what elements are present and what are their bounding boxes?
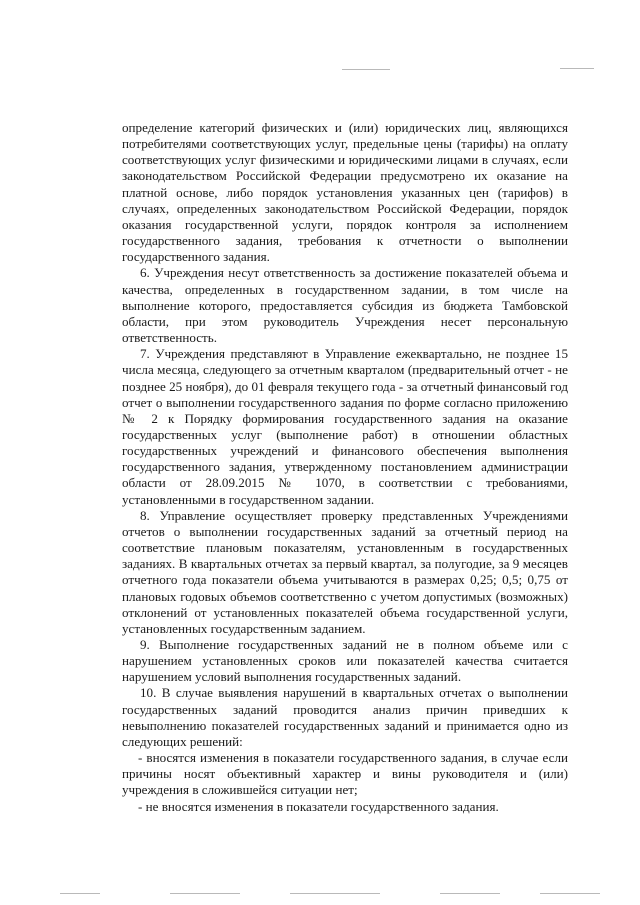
paragraph-10: 10. В случае выявления нарушений в квартальных отчетах о выполнении государственных заданий проводится анализ причин приведших к невыполнению показателей государственных заданий и принимается одно из следующих решений: [122,685,568,749]
bullet-item-2: - не вносятся изменения в показатели государственного задания. [138,798,499,814]
scan-artifact-bottom-1 [60,893,100,894]
bullet-item-1: - вносятся изменения в показатели государственного задания, в случае если причины носят объективный характер и вины руководителя и (или) учреждения в сложившейся ситуации нет; [122,750,568,798]
paragraph-8: 8. Управление осуществляет проверку представленных Учреждениями отчетов о выполнении государственных заданий за отчетный период на соответствие плановым показателям, установленным в государственных заданиях. В квартальных отчетах за первый квартал, за полугодие, за 9 месяцев отчетного года показатели объема учитываются в размерах 0,25; 0,5; 0,75 от плановых годовых объемов соответственно с учетом допустимых (возможных) отклонений от установленных показателей объема государственной услуги, установленных государственным заданием. [122,507,568,636]
paragraph-6: 6. Учреждения несут ответственность за достижение показателей объема и качества, определенных в государственном задании, в том числе на выполнение которого, предоставляется субсидия из бюджета Тамбовской области, при этом руководитель Учреждения несет персональную ответственность. [122,265,568,346]
scan-artifact-top-right [560,68,594,69]
scan-artifact-bottom-2 [170,893,240,894]
scan-artifact-bottom-4 [440,893,500,894]
paragraph-9: 9. Выполнение государственных заданий не в полном объеме или с нарушением установленных сроков или показателей качества считается нарушением условий выполнения государственных заданий. [122,637,568,685]
paragraph-7: 7. Учреждения представляют в Управление ежеквартально, не позднее 15 числа месяца, следующего за отчетным кварталом (предварительный отчет - не позднее 25 ноября), до 01 февраля текущего года - за отчетный финансовый год отчет о выполнении государственного задания по форме согласно приложению № 2 к Порядку формирования государственного задания на оказание государственных услуг (выполнение работ) в отношении областных государственных учреждений и финансового обеспечения выполнения государственного задания, утвержденному постановлением администрации области от 28.09.2015 № 1070, в соответствии с требованиями, установленными в государственном задании. [122,346,568,507]
paragraph-continuation: определение категорий физических и (или) юридических лиц, являющихся потребителями соответствующих услуг, предельные цены (тарифы) на оплату соответствующих услуг физическими и юридическими лицами в случаях, если законодательством Российской Федерации предусмотрено их оказание на платной основе, либо порядок установления указанных цен (тарифов) в случаях, определенных законодательством Российской Федерации, порядок оказания государственной услуги, порядок контроля за исполнением государственного задания, требования к отчетности о выполнении государственного задания. [122,120,568,265]
scan-artifact-bottom-3 [290,893,380,894]
scan-artifact-bottom-5 [540,893,600,894]
scan-artifact-top-left [342,69,390,70]
document-body [122,120,568,815]
